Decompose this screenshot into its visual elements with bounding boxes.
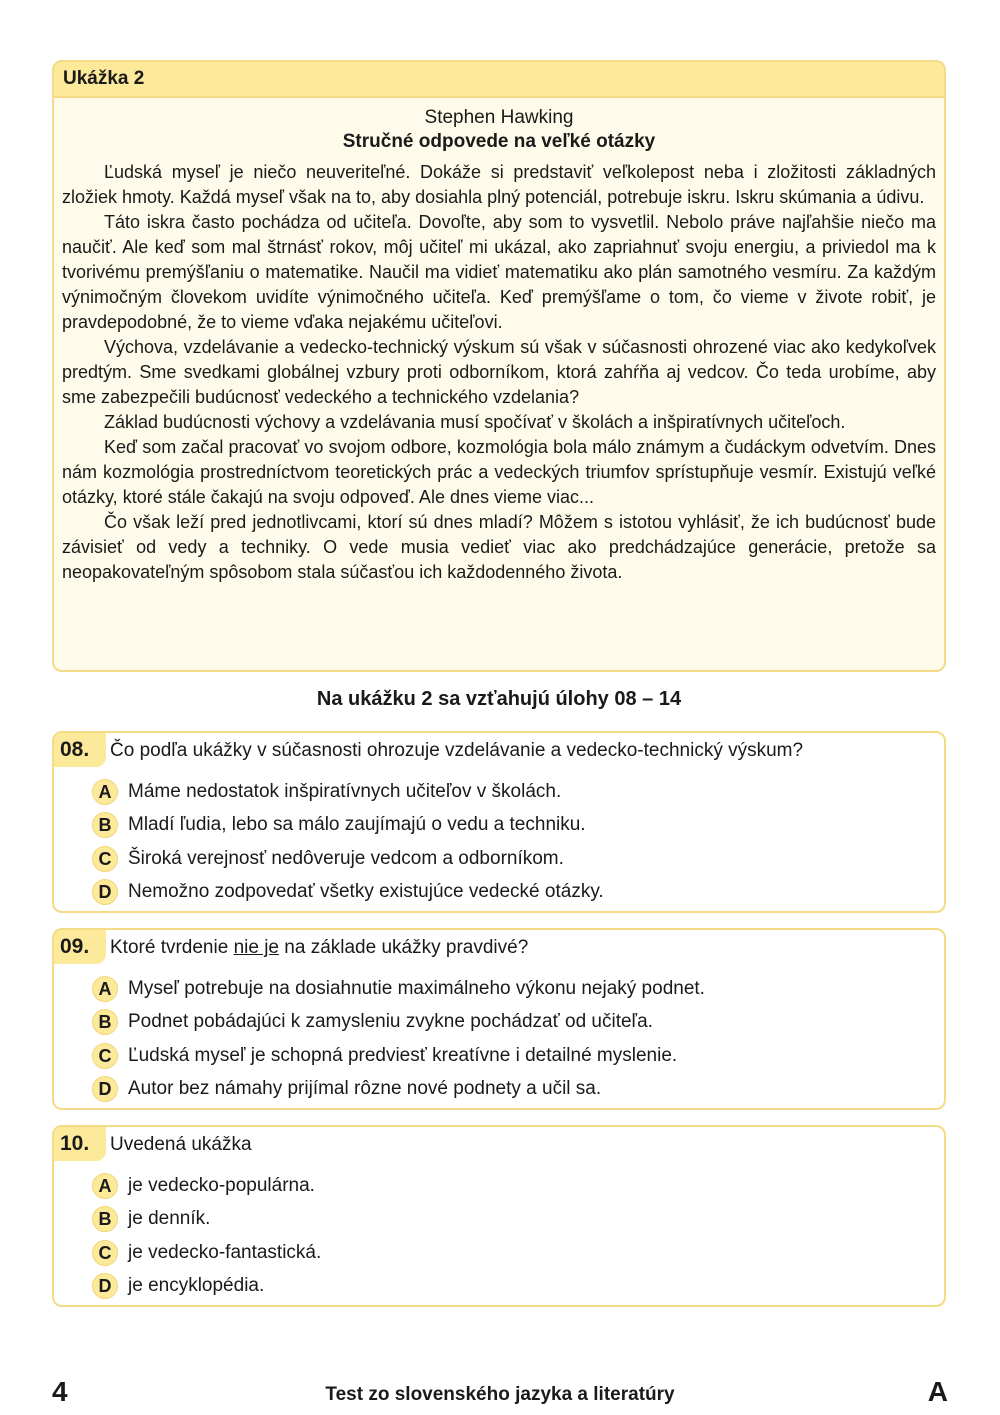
option-letter: B xyxy=(92,1206,118,1232)
option-text: Máme nedostatok inšpiratívnych učiteľov v školách. xyxy=(128,780,562,802)
excerpt-paragraph-3: Výchova, vzdelávanie a vedecko-technický výskum sú však v súčasnosti ohrozené viac ako kedykoľvek predtým. Sme svedkami globálnej vzbury proti odborníkom, ktorá zahŕňa aj vedcov. Čo teda urobíme, aby sme zabezpečili budúcnosť vedeckého a technického vzdelania? xyxy=(62,337,936,407)
question-part-2: na základe ukážky pravdivé? xyxy=(284,937,529,958)
task-number: 09. xyxy=(54,930,106,964)
option-a[interactable] xyxy=(92,1169,321,1203)
excerpt-title: Stručné odpovede na veľké otázky xyxy=(342,131,656,152)
option-a[interactable] xyxy=(92,972,705,1006)
excerpt-paragraph-1: Ľudská myseľ je niečo neuveriteľné. Dokáže si predstaviť veľkolepost neba i zložitosti základných zložiek hmoty. Každá myseľ však na to, aby dosiahla plný potenciál, potrebuje iskru. Iskru skúmania a údivu. xyxy=(62,162,936,207)
option-a[interactable] xyxy=(92,775,604,809)
task-question: Uvedená ukážka xyxy=(110,1134,252,1155)
option-text: Nemožno zodpovedať všetky existujúce vedecké otázky. xyxy=(128,881,604,903)
option-letter: C xyxy=(92,1043,118,1069)
option-b[interactable] xyxy=(92,1203,321,1237)
task-header xyxy=(54,930,944,964)
excerpt-paragraph-2: Táto iskra často pochádza od učiteľa. Dovoľte, aby som to vysvetlil. Nebolo práve najľahšie niečo ma naučiť. Ale keď som mal štrnásť rokov, môj učiteľ mi ukázal, ako zapriahnuť svoju energiu, a priviedol ma k tvorivému premýšľaniu o matematike. Naučil ma vidieť matematiku ako plán samotného vesmíru. Za každým výnimočným človekom uvidíte výnimočného učiteľa. Keď premýšľame o tom, čo vieme v živote robiť, je pravdepodobné, že to vieme vďaka nejakému učiteľovi. xyxy=(62,212,936,332)
option-letter: B xyxy=(92,812,118,838)
excerpt-box xyxy=(52,60,946,672)
task-08 xyxy=(52,731,946,913)
option-text: je vedecko-fantastická. xyxy=(128,1241,322,1263)
page-footer xyxy=(0,1376,1000,1412)
excerpt-text xyxy=(54,158,944,585)
option-text: Ľudská myseľ je schopná predviesť kreatívne i detailné myslenie. xyxy=(128,1044,678,1066)
option-d[interactable] xyxy=(92,1073,705,1107)
option-letter: D xyxy=(92,879,118,905)
option-b[interactable] xyxy=(92,1006,705,1040)
option-letter: B xyxy=(92,1009,118,1035)
task-header xyxy=(54,1127,944,1161)
option-letter: C xyxy=(92,846,118,872)
excerpt-paragraph-5: Keď som začal pracovať vo svojom odbore, kozmológia bola málo známym a čudáckym odvetvím. Dnes nám kozmológia prostredníctvom teoretických prác a vedeckých triumfov sprístupňuje vesmír. Existujú veľké otázky, ktoré stále čakajú na svoju odpoveď. Ale dnes vieme viac... xyxy=(62,437,936,507)
option-c[interactable] xyxy=(92,842,604,876)
option-text: Autor bez námahy prijímal rôzne nové podnety a učil sa. xyxy=(128,1078,602,1100)
option-d[interactable] xyxy=(92,876,604,910)
option-letter: A xyxy=(92,779,118,805)
option-letter: A xyxy=(92,976,118,1002)
task-question xyxy=(110,931,528,965)
option-b[interactable] xyxy=(92,809,604,843)
options-list xyxy=(92,972,705,1106)
option-letter: D xyxy=(92,1273,118,1299)
test-variant: A xyxy=(927,1376,948,1407)
task-number: 10. xyxy=(54,1127,106,1161)
excerpt-label: Ukážka 2 xyxy=(54,62,944,98)
option-text: je vedecko-populárna. xyxy=(128,1174,315,1196)
footer-title: Test zo slovenského jazyka a literatúry xyxy=(325,1384,675,1405)
option-text: Myseľ potrebuje na dosiahnutie maximálneho výkonu nejaký podnet. xyxy=(128,977,705,999)
task-question: Čo podľa ukážky v súčasnosti ohrozuje vzdelávanie a vedecko-technický výskum? xyxy=(110,740,804,761)
option-text: Mladí ľudia, lebo sa málo zaujímajú o vedu a techniku. xyxy=(128,814,586,836)
question-part-1: Ktoré tvrdenie xyxy=(110,937,229,958)
option-c[interactable] xyxy=(92,1039,705,1073)
excerpt-paragraph-6: Čo však leží pred jednotlivcami, ktorí sú dnes mladí? Môžem s istotou vyhlásiť, že ich budúcnosť bude závisieť od vedy a techniky. O vede musia vedieť viac ako predchádzajúce generácie, pretože sa neopakovateľným spôsobom stala súčasťou ich každodenného života. xyxy=(62,512,936,582)
option-d[interactable] xyxy=(92,1270,321,1304)
question-underlined: nie je xyxy=(233,937,279,958)
option-text: je encyklopédia. xyxy=(128,1275,265,1297)
option-text: Široká verejnosť nedôveruje vedcom a odborníkom. xyxy=(128,847,564,869)
task-10 xyxy=(52,1125,946,1307)
option-text: Podnet pobádajúci k zamysleniu zvykne pochádzať od učiteľa. xyxy=(128,1011,653,1033)
excerpt-paragraph-4: Základ budúcnosti výchovy a vzdelávania musí spočívať v školách a inšpiratívnych učiteľoch. xyxy=(104,412,846,432)
option-letter: C xyxy=(92,1240,118,1266)
task-number: 08. xyxy=(54,733,106,767)
option-letter: D xyxy=(92,1076,118,1102)
options-list xyxy=(92,1169,321,1303)
task-header xyxy=(54,733,944,767)
option-c[interactable] xyxy=(92,1236,321,1270)
task-09 xyxy=(52,928,946,1110)
option-text: je denník. xyxy=(128,1208,211,1230)
option-letter: A xyxy=(92,1173,118,1199)
options-list xyxy=(92,775,604,909)
section-title: Na ukážku 2 sa vzťahujú úlohy 08 – 14 xyxy=(316,688,682,710)
page-number: 4 xyxy=(52,1376,68,1407)
excerpt-author: Stephen Hawking xyxy=(424,107,574,128)
